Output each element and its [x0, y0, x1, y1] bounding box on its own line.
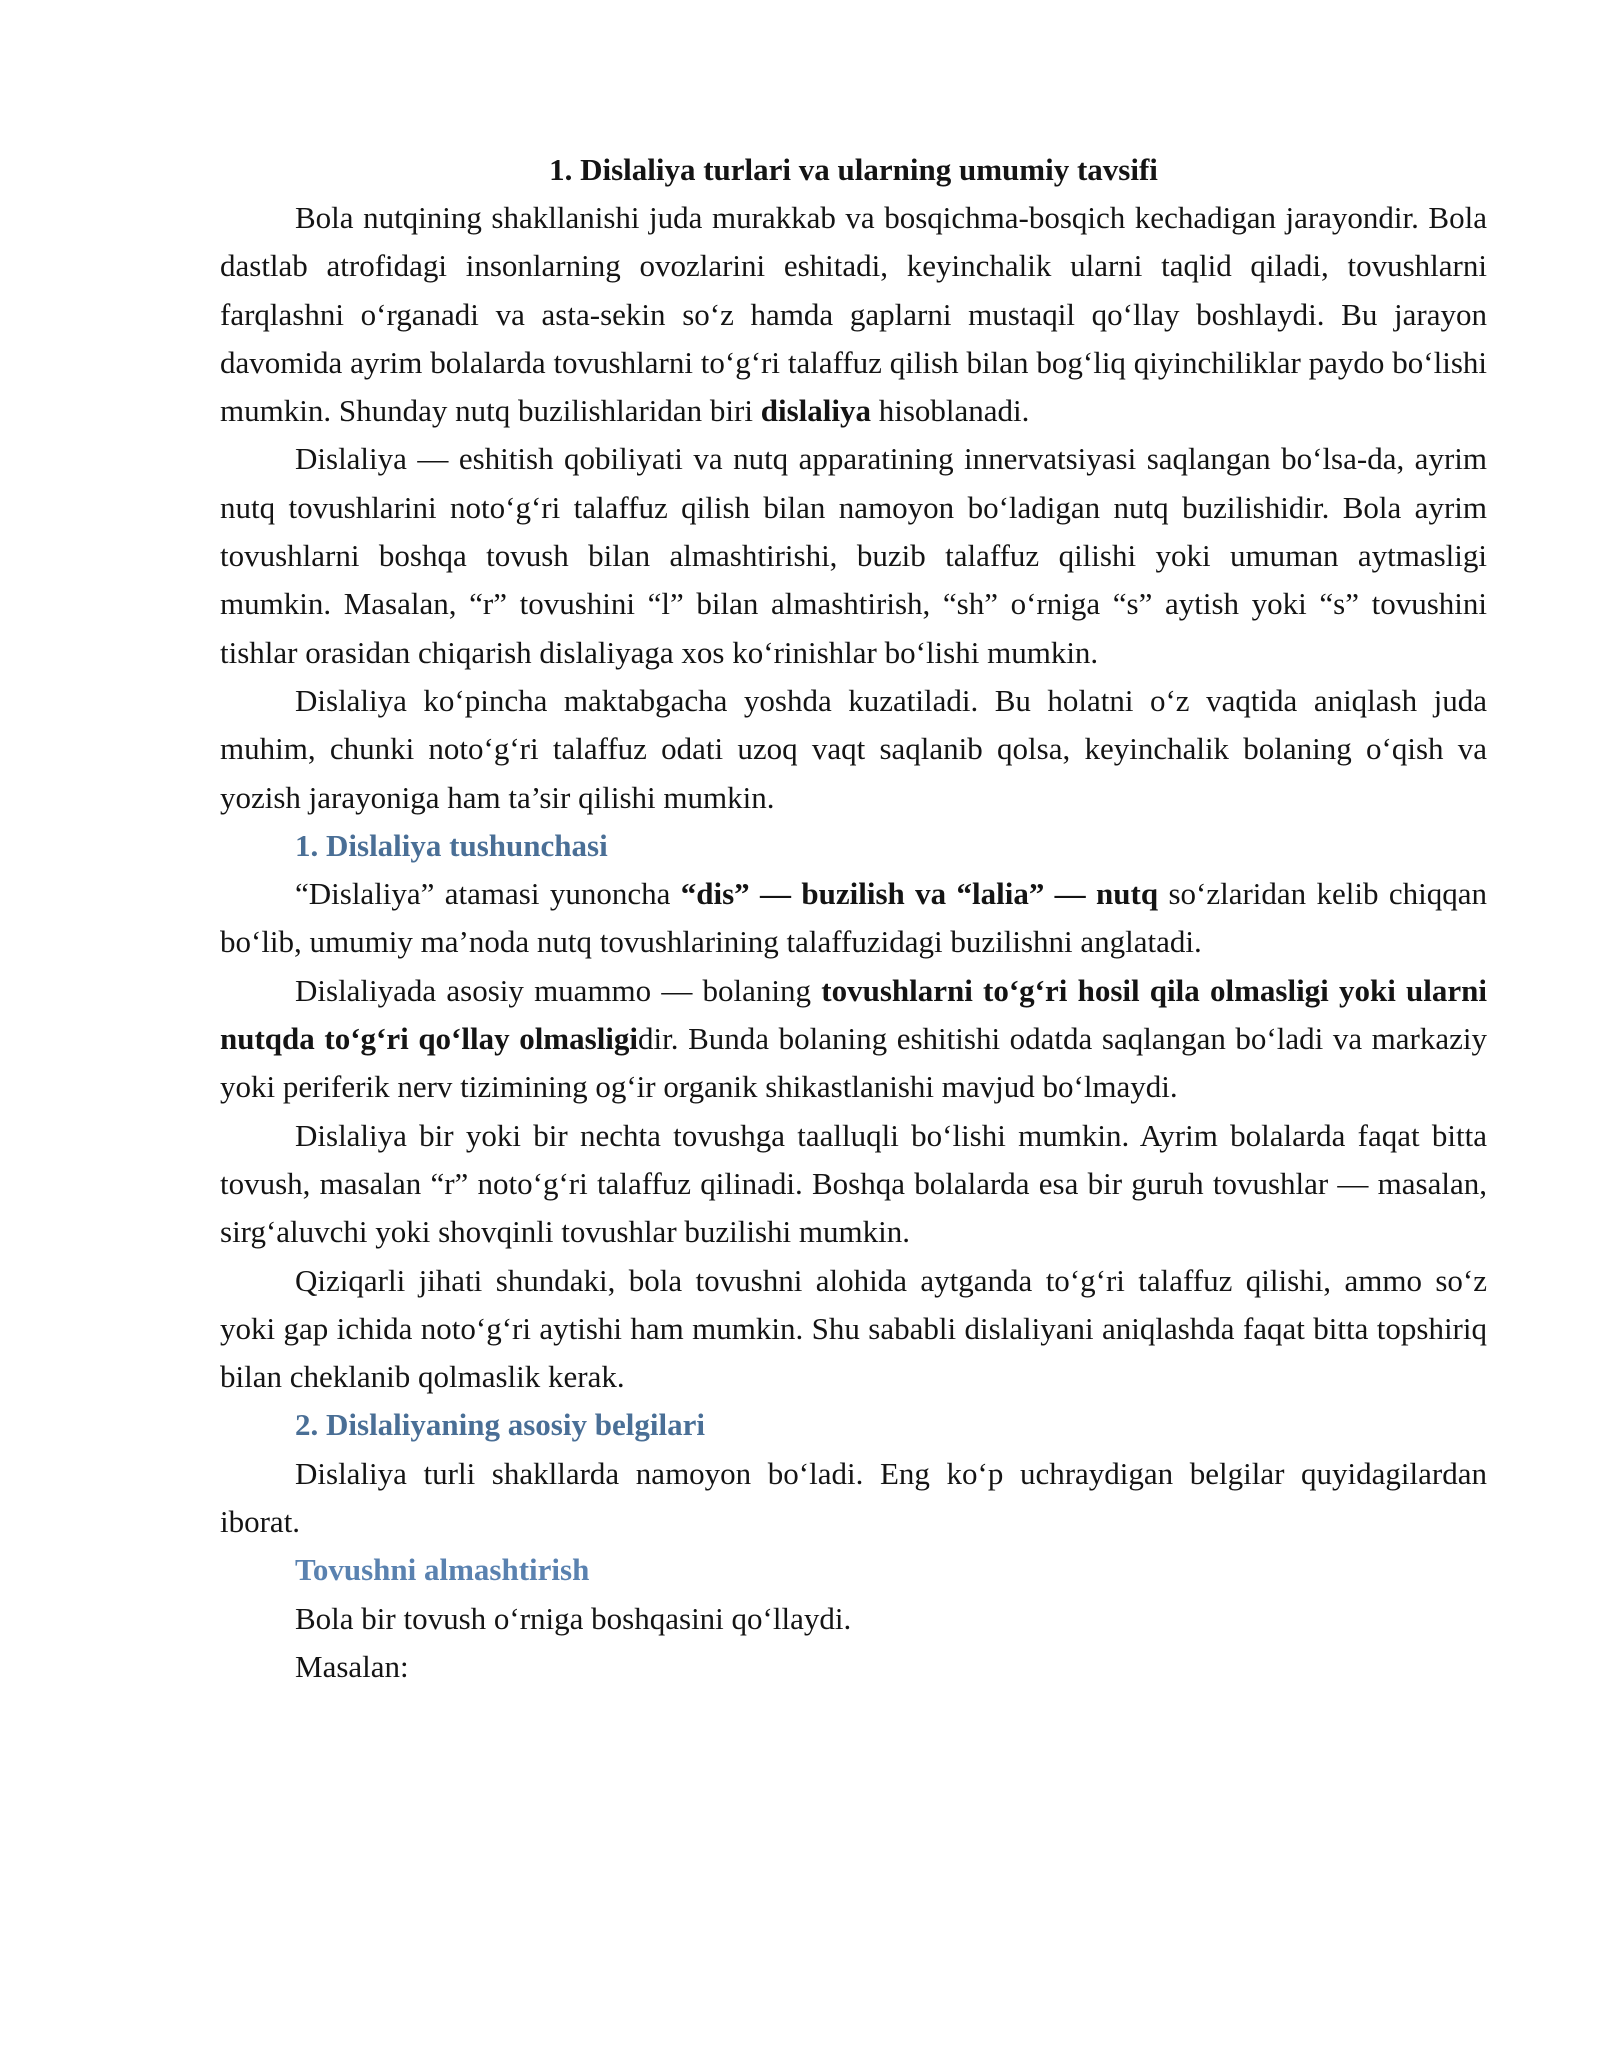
etymology-bold: “dis” — buzilish va “lalia” — nutq: [680, 876, 1159, 912]
paragraph-intro-text: Bola nutqining shakllanishi juda murakkab va bosqichma-bosqich kechadigan jarayondir. Bola dastlab atrofidagi insonlarning ovozlarini eshitadi, keyinchalik ularni taqlid qiladi, tovushlarni farqlashni o‘rganadi va asta-sekin so‘z hamda gaplarni mustaqil qo‘llay boshlaydi. Bu jarayon davomida ayrim bolalarda tovushlarni to‘g‘ri talaffuz qilish bilan bog‘liq qiyinchiliklar paydo bo‘lishi mumkin. Shunday nutq buzilishlaridan biri: [220, 200, 1487, 429]
paragraph-intro: [220, 194, 1487, 435]
paragraph-intro-end: hisoblanadi.: [871, 393, 1030, 429]
paragraph-signs-intro: Dislaliya turli shakllarda namoyon bo‘ladi. Eng ko‘p uchraydigan belgilar quyidagilardan iborat.: [220, 1455, 1487, 1540]
main-problem-bold: tovushlarni to‘g‘ri hosil qila olmasligi yoki ularni nutqda to‘g‘ri qo‘llay olmasligi: [220, 972, 1488, 1057]
paragraph-main-problem-start: Dislaliyada asosiy muammo — bolaning: [295, 972, 822, 1008]
paragraph-etymology-end: so‘zlaridan kelib chiqqan bo‘lib, umumiy ma’noda nutq tovushlarining talaffuzidagi buzilishni anglatadi.: [220, 876, 1488, 960]
page-title: 1. Dislaliya turlari va ularning umumiy tavsifi: [549, 152, 1158, 187]
section-heading-signs: 2. Dislaliyaning asosiy belgilari: [295, 1407, 705, 1443]
paragraph-sound-scope: Dislaliya bir yoki bir nechta tovushga taalluqli bo‘lishi mumkin. Ayrim bolalarda faqat bitta tovush, masalan “r” noto‘g‘ri talaffuz qilinadi. Boshqa bolalarda esa bir guruh tovushlar — masalan, sirg‘aluvchi yoki shovqinli tovushlar buzilishi mumkin.: [220, 1117, 1487, 1250]
term-dislaliya: dislaliya: [760, 393, 871, 429]
paragraph-context: Qiziqarli jihati shundaki, bola tovushni alohida aytganda to‘g‘ri talaffuz qilishi, ammo so‘z yoki gap ichida noto‘g‘ri aytishi ham mumkin. Shu sababli dislaliyani aniqlashda faqat bitta topshiriq bilan cheklanib qolmaslik kerak.: [220, 1262, 1487, 1395]
paragraph-etymology-start: “Dislaliya” atamasi yunoncha: [295, 876, 681, 912]
paragraph-definition: Dislaliya — eshitish qobiliyati va nutq apparatining innervatsiyasi saqlangan bo‘lsa-da, ayrim nutq tovushlarini noto‘g‘ri talaffuz qilish bilan namoyon bo‘ladigan nutq buzilishidir. Bola ayrim tovushlarni boshqa tovush bilan almashtirishi, buzib talaffuz qilishi yoki umuman aytmasligi mumkin. Masalan, “r” tovushini “l” bilan almashtirish, “sh” o‘rniga “s” aytish yoki “s” tovushini tishlar orasidan chiqarish dislaliyaga xos ko‘rinishlar bo‘lishi mumkin.: [220, 441, 1487, 670]
subheading-sound-substitution: Tovushni almashtirish: [295, 1552, 590, 1588]
document-page: [220, 146, 1487, 1691]
paragraph-preschool: Dislaliya ko‘pincha maktabgacha yoshda kuzatiladi. Bu holatni o‘z vaqtida aniqlash juda muhim, chunki noto‘g‘ri talaffuz odati uzoq vaqt saqlanib qolsa, keyinchalik bolaning o‘qish va yozish jarayoniga ham ta’sir qilishi mumkin.: [220, 682, 1487, 815]
paragraph-main-problem-end: dir. Bunda bolaning eshitishi odatda saqlangan bo‘ladi va markaziy yoki periferik nerv tizimining og‘ir organik shikastlanishi mavjud bo‘lmaydi.: [220, 1021, 1488, 1105]
paragraph-substitution: Bola bir tovush o‘rniga boshqasini qo‘llaydi.: [295, 1600, 852, 1636]
section-heading-concept: 1. Dislaliya tushunchasi: [295, 827, 608, 863]
paragraph-etymology: [220, 870, 1487, 967]
paragraph-main-problem: [220, 967, 1487, 1112]
paragraph-example-label: Masalan:: [295, 1648, 409, 1684]
